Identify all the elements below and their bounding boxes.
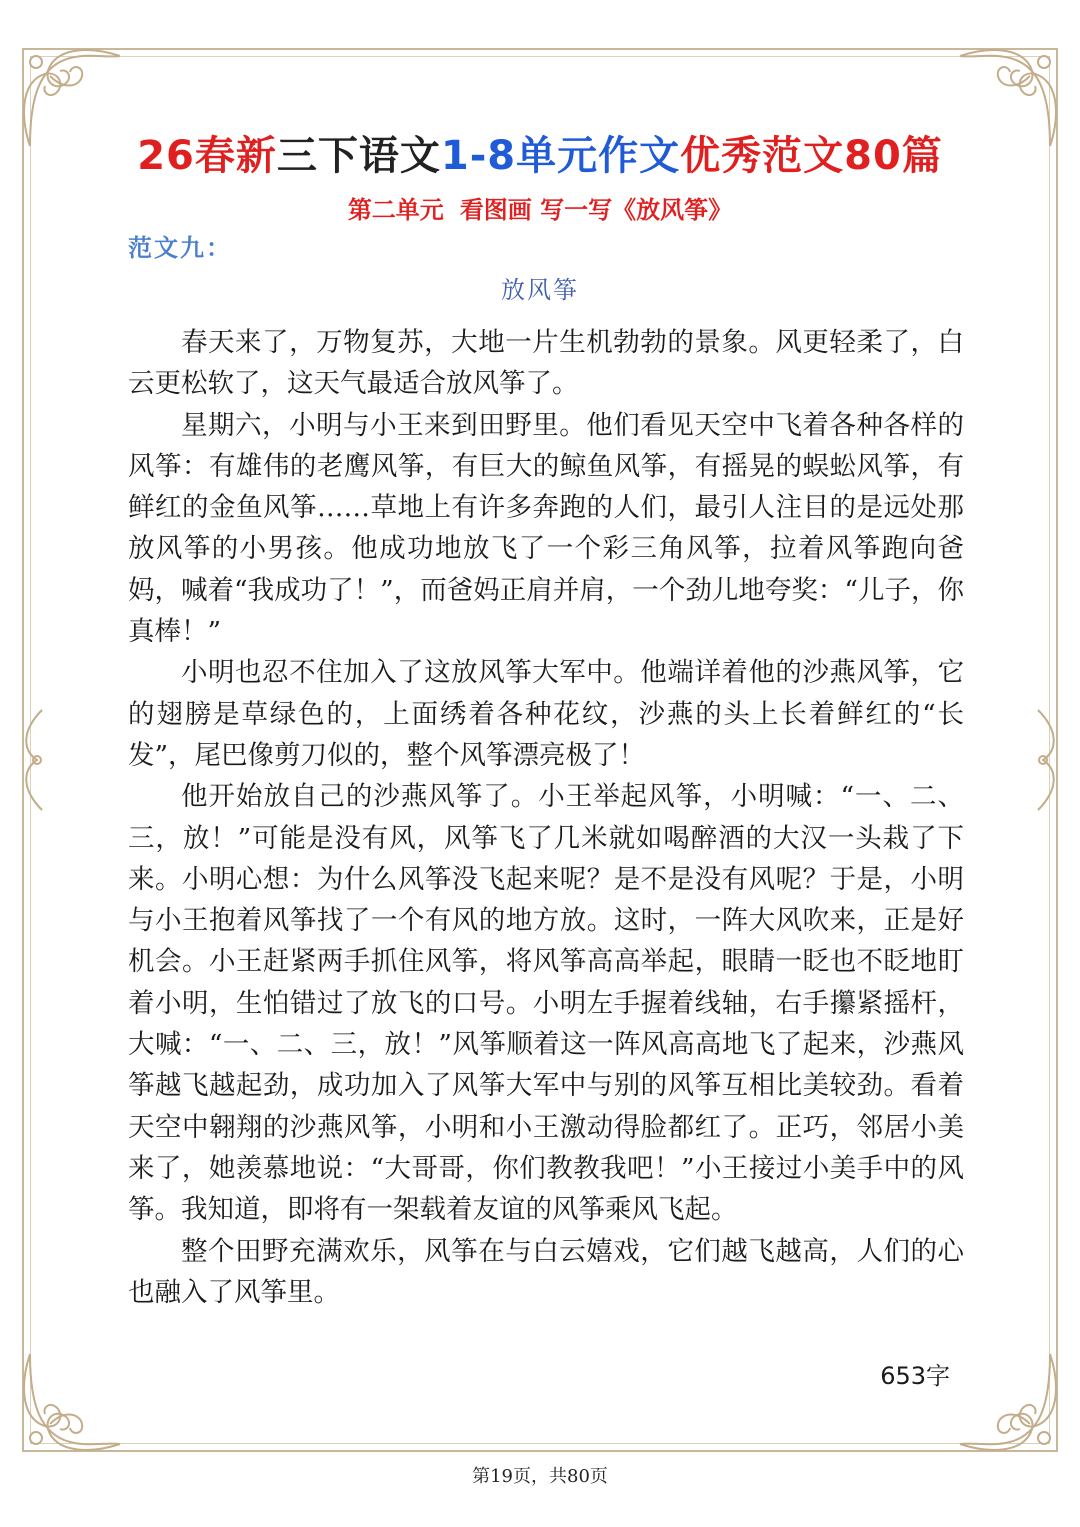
title-part-2: 三下语文: [276, 133, 441, 179]
title-part-1: 26春新: [137, 133, 277, 179]
side-ornament-icon: [1028, 700, 1068, 820]
unit-subtitle: [0, 190, 1080, 225]
essay-paragraph: 小明也忍不住加入了这放风筝大军中。他端详着他的沙燕风筝，它的翅膀是草绿色的，上面绣着各种花纹，沙燕的头上长着鲜红的“长发”，尾巴像剪刀似的，整个风筝漂亮极了！: [128, 657, 964, 771]
document-title: [0, 124, 1080, 181]
unit-label: 第二单元: [347, 195, 444, 224]
essay-title: 放风筝: [501, 276, 579, 304]
corner-ornament-icon: [10, 1344, 130, 1464]
page-number: 第19页，共80页: [472, 1466, 608, 1487]
essay-paragraph: 他开始放自己的沙燕风筝了。小王举起风筝，小明喊：“一、二、三，放！”可能是没有风，风筝飞了几米就如喝醉酒的大汉一头栽了下来。小明心想：为什么风筝没飞起来呢？是不是没有风呢？于是，小明与小王抱着风筝找了一个有风的地方放。这时，一阵大风吹来，正是好机会。小王赶紧两手抓住风筝，将风筝高高举起，眼睛一眨也不眨地盯着小明，生怕错过了放飞的口号。小明左手握着线轴，右手攥紧摇杆，大喊：“一、二、三，放！”风筝顺着这一阵风高高地飞了起来，沙燕风筝越飞越起劲，成功加入了风筝大军中与别的风筝互相比美较劲。看着天空中翱翔的沙燕风筝，小明和小王激动得脸都红了。正巧，邻居小美来了，她羡慕地说：“大哥哥，你们教教我吧！”小王接过小美手中的风筝。我知道，即将有一架载着友谊的风筝乘风飞起。: [128, 781, 964, 1226]
word-count: 653字: [880, 1362, 950, 1390]
sample-label: 范文九：: [128, 233, 232, 262]
essay-paragraph: 星期六，小明与小王来到田野里。他们看见天空中飞着各种各样的风筝：有雄伟的老鹰风筝，有巨大的鲸鱼风筝，有摇晃的蜈蚣风筝，有鲜红的金鱼风筝……草地上有许多奔跑的人们，最引人注目的是远处那放风筝的小男孩。他成功地放飞了一个彩三角风筝，拉着风筝跑向爸妈，喊着“我成功了！”，而爸妈正肩并肩，一个劲儿地夸奖：“儿子，你真棒！”: [128, 409, 964, 648]
side-ornament-icon: [12, 700, 52, 820]
essay-paragraph: 春天来了，万物复苏，大地一片生机勃勃的景象。风更轻柔了，白云更松软了，这天气最适合放风筝了。: [128, 327, 964, 400]
title-part-3: 1-8单元作文: [440, 133, 681, 179]
essay-body: [128, 322, 964, 1313]
corner-ornament-icon: [950, 1344, 1070, 1464]
essay-paragraph: 整个田野充满欢乐，风筝在与白云嬉戏，它们越飞越高，人们的心也融入了风筝里。: [128, 1235, 964, 1308]
title-part-4: 优秀范文80篇: [680, 133, 943, 179]
task-label: 看图画 写一写《放风筝》: [459, 195, 733, 224]
